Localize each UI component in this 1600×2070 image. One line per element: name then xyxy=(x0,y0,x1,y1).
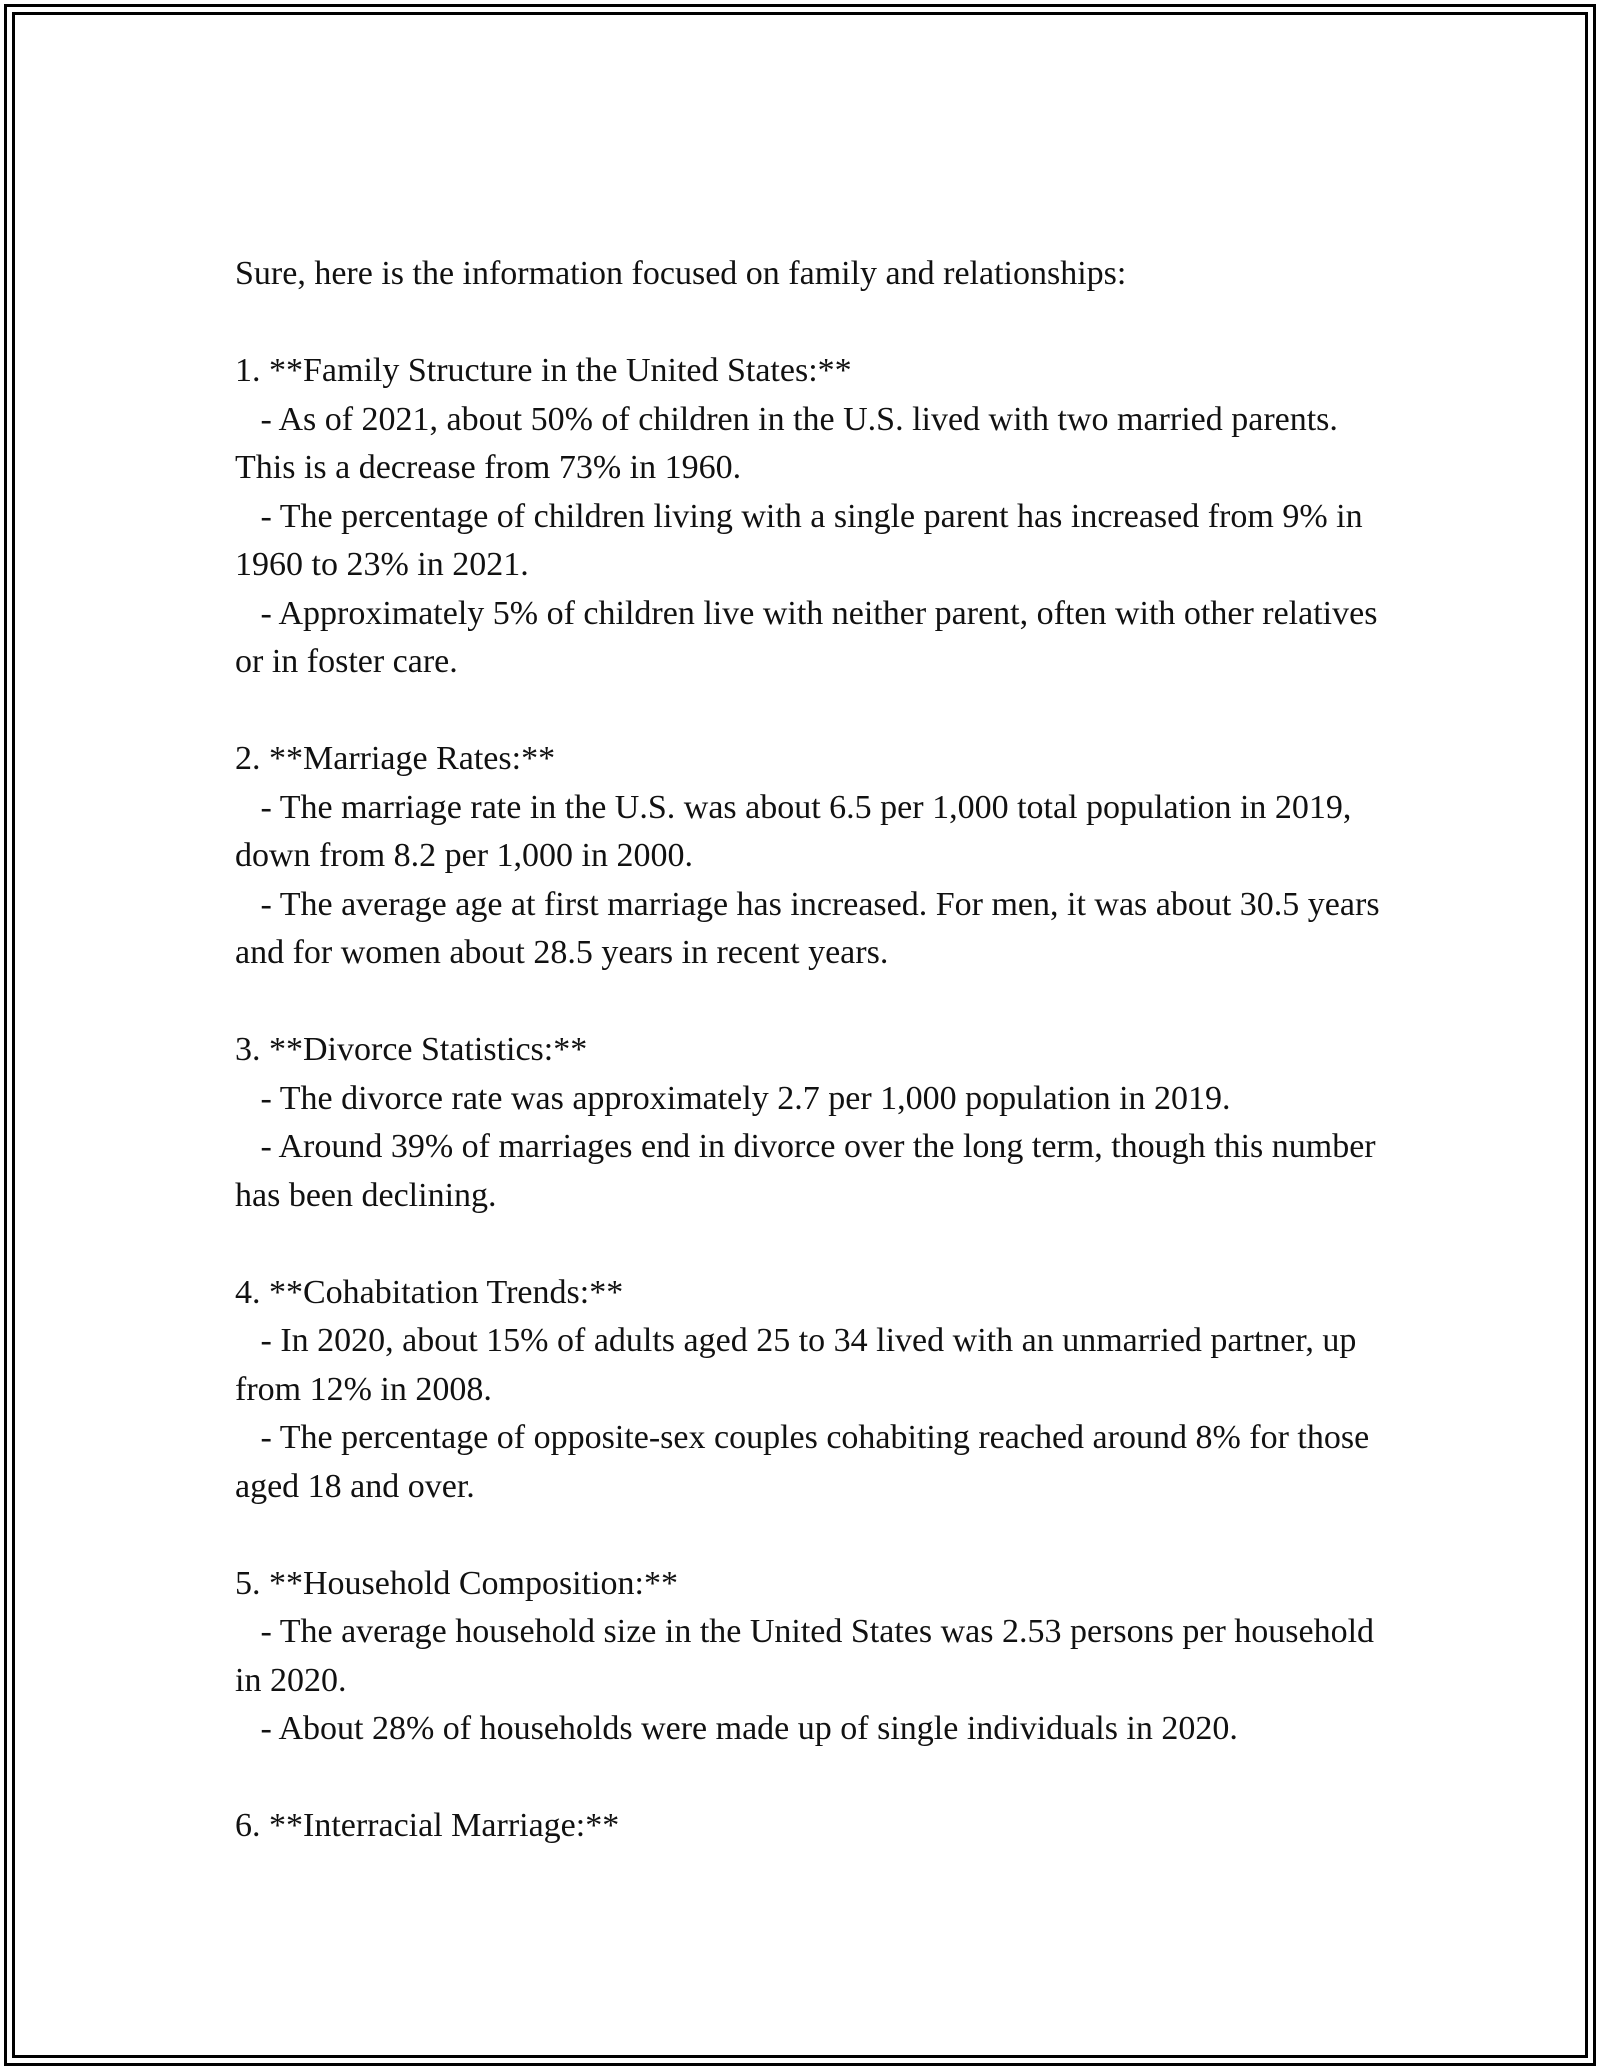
bullet-item: - In 2020, about 15% of adults aged 25 to 34 lived with an unmarried partner, up from 12% in 2008. xyxy=(235,1322,1365,1408)
intro-text: Sure, here is the information focused on family and relationships: xyxy=(235,255,1127,292)
section-marriage-rates xyxy=(235,735,1395,978)
section-heading: 5. **Household Composition:** xyxy=(235,1564,678,1602)
bullet-item: - The divorce rate was approximately 2.7 per 1,000 population in 2019. xyxy=(235,1079,1231,1117)
bullet-item: - As of 2021, about 50% of children in the U.S. lived with two married parents. This is a decrease from 73% in 1960. xyxy=(235,400,1346,486)
bullet-item: - The marriage rate in the U.S. was about 6.5 per 1,000 total population in 2019, down from 8.2 per 1,000 in 2000. xyxy=(235,788,1360,874)
section-household-composition xyxy=(235,1560,1395,1754)
section-heading: 1. **Family Structure in the United States:** xyxy=(235,352,852,389)
intro-paragraph xyxy=(235,250,1395,299)
section-heading: 3. **Divorce Statistics:** xyxy=(235,1031,588,1068)
bullet-item: - About 28% of households were made up of single individuals in 2020. xyxy=(235,1710,1238,1747)
section-divorce-statistics xyxy=(235,1026,1395,1220)
bullet-item: - The percentage of opposite-sex couples cohabiting reached around 8% for those aged 18 and over. xyxy=(235,1419,1378,1505)
document-body xyxy=(235,250,1395,1899)
bullet-item: - Approximately 5% of children live with neither parent, often with other relatives or in foster care. xyxy=(235,594,1386,680)
section-heading: 4. **Cohabitation Trends:** xyxy=(235,1273,624,1311)
section-family-structure xyxy=(235,347,1395,687)
bullet-item: - The percentage of children living with a single parent has increased from 9% in 1960 to 23% in 2021. xyxy=(235,497,1372,583)
bullet-item: - The average age at first marriage has increased. For men, it was about 30.5 years and for women about 28.5 years in recent years. xyxy=(235,885,1389,971)
section-interracial-marriage xyxy=(235,1802,1395,1851)
section-heading: 2. **Marriage Rates:** xyxy=(235,740,556,777)
bullet-item: - The average household size in the United States was 2.53 persons per household in 2020. xyxy=(235,1613,1383,1699)
section-heading: 6. **Interracial Marriage:** xyxy=(235,1807,620,1844)
bullet-item: - Around 39% of marriages end in divorce over the long term, though this number has been declining. xyxy=(235,1128,1385,1214)
section-cohabitation-trends xyxy=(235,1269,1395,1512)
